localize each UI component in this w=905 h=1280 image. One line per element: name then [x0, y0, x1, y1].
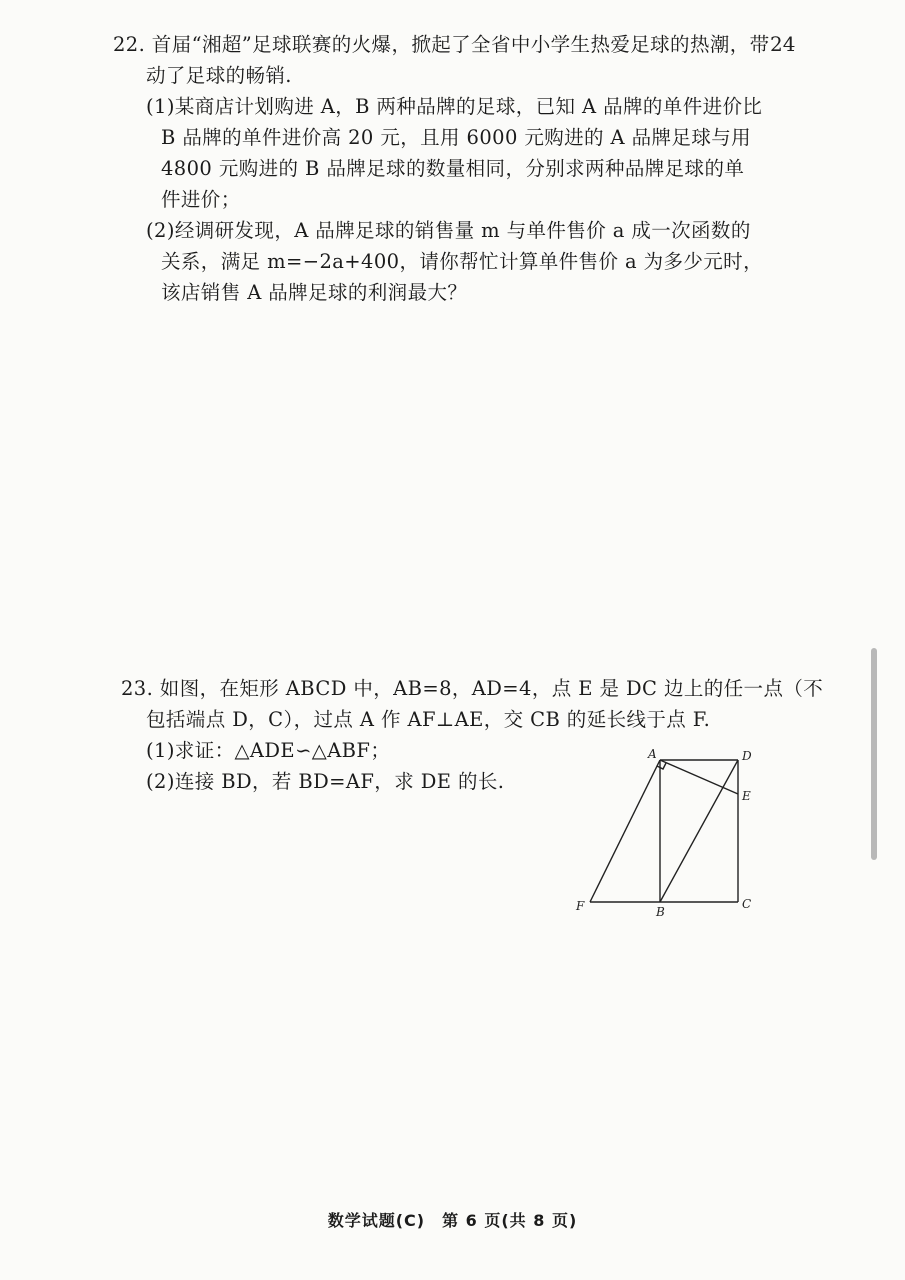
scrollbar-thumb[interactable] [871, 648, 877, 860]
q22-line-1: 22. 首届“湘超”足球联赛的火爆，掀起了全省中小学生热爱足球的热潮，带 [113, 33, 770, 56]
label-e: E [742, 789, 751, 803]
page-footer: 数学试题(C) 第 6 页(共 8 页) [327, 1211, 578, 1230]
q22-line-2: 动了足球的畅销. [146, 64, 292, 87]
q22-part-1-line-2: B 品牌的单件进价高 20 元，且用 6000 元购进的 A 品牌足球与用 [161, 126, 752, 149]
q22-part-1-line-1: (1)某商店计划购进 A，B 两种品牌的足球，已知 A 品牌的单件进价比 [146, 95, 763, 118]
q22-part-2-line-1: (2)经调研发现，A 品牌足球的销售量 m 与单件售价 a 成一次函数的 [146, 219, 751, 242]
label-f: F [576, 899, 585, 913]
label-a: A [648, 747, 657, 761]
q22-part-1-line-3: 4800 元购进的 B 品牌足球的数量相同，分别求两种品牌足球的单 [161, 157, 745, 180]
q22-part-1-line-4: 件进价； [161, 188, 241, 211]
label-b: B [656, 905, 665, 919]
q23-part-2: (2)连接 BD，若 BD=AF，求 DE 的长. [146, 770, 505, 793]
q23-line-1: 23. 如图，在矩形 ABCD 中，AB=8，AD=4，点 E 是 DC 边上的任一点（不 [121, 677, 824, 700]
rectangle-figure [570, 742, 770, 922]
segment-af [590, 760, 660, 902]
q22-part-2-line-2: 关系，满足 m=−2a+400，请你帮忙计算单件售价 a 为多少元时， [161, 250, 763, 273]
label-d: D [742, 749, 752, 763]
question-22 [113, 29, 770, 308]
q22-part-2-line-3: 该店销售 A 品牌足球的利润最大？ [161, 281, 468, 304]
segment-bd [660, 760, 738, 902]
label-c: C [742, 897, 752, 911]
corner-page-mark: 24 [770, 32, 796, 56]
q23-part-1: (1)求证：△ADE∽△ABF； [146, 739, 391, 762]
q23-line-2: 包括端点 D，C），过点 A 作 AF⊥AE，交 CB 的延长线于点 F. [146, 708, 711, 731]
segment-ae [660, 760, 738, 794]
